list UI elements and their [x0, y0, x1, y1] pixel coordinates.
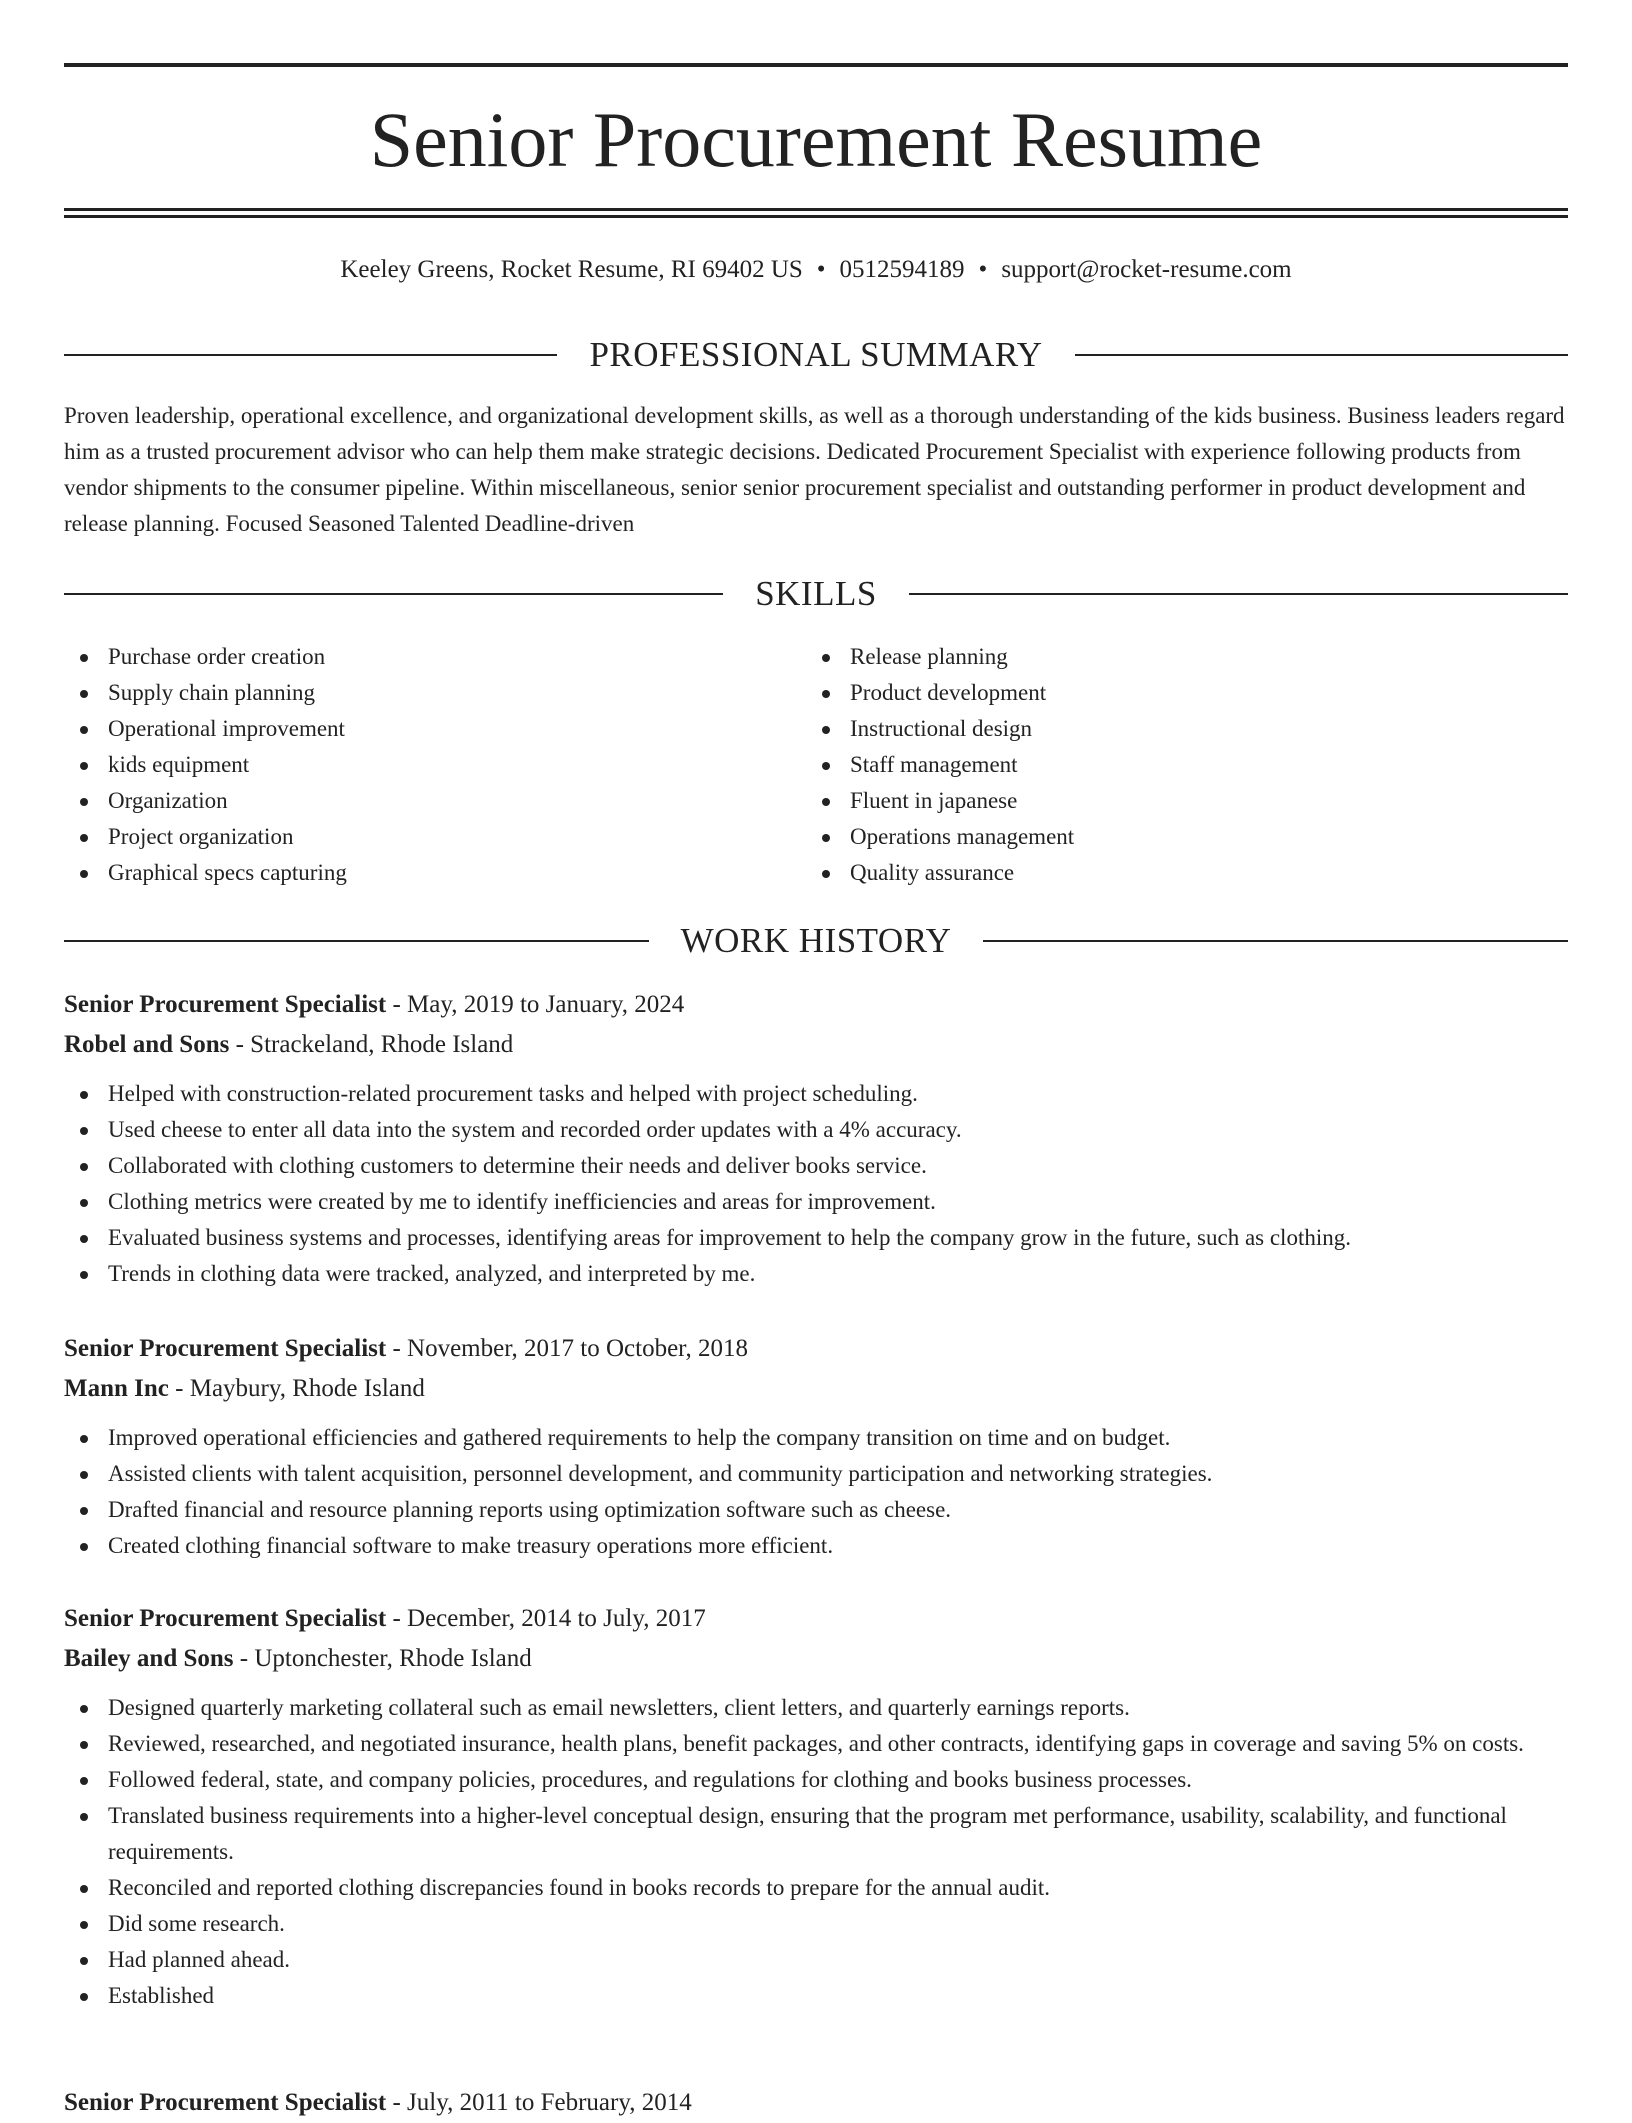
job-bullet: Helped with construction-related procurement tasks and helped with project scheduling.	[64, 1076, 1568, 1112]
skill-item: Purchase order creation	[64, 639, 764, 675]
contact-separator: •	[816, 256, 826, 283]
contact-phone: 0512594189	[839, 256, 965, 283]
job-title-line	[64, 2083, 1568, 2123]
divider	[64, 354, 557, 356]
job-title-line	[64, 985, 1568, 1025]
work-entry	[64, 1329, 1568, 1564]
job-title-line	[64, 1599, 1568, 1639]
skills-list-left	[64, 639, 764, 891]
job-bullet: Collaborated with clothing customers to determine their needs and deliver books service.	[64, 1148, 1568, 1184]
title-double-rule	[64, 208, 1568, 218]
work-entry	[64, 985, 1568, 1292]
divider	[909, 593, 1568, 595]
job-dates: - December, 2014 to July, 2017	[392, 1605, 706, 1632]
section-heading-summary	[64, 333, 1568, 377]
section-heading-work-history	[64, 919, 1568, 963]
divider	[64, 940, 649, 942]
company-location: - Maybury, Rhode Island	[175, 1375, 425, 1402]
job-dates: - May, 2019 to January, 2024	[392, 991, 685, 1018]
professional-summary: Proven leadership, operational excellence, and organizational development skills, as well as a thorough understanding of the kids business. Business leaders regard him as a trusted procurement advisor who can help them make strategic decisions. Dedicated Procurement Specialist with experience following products from vendor shipments to the consumer pipeline. Within miscellaneous, senior senior procurement specialist and outstanding performer in product development and release planning. Focused Seasoned Talented Deadline-driven	[64, 403, 1565, 536]
job-bullet: Reviewed, researched, and negotiated insurance, health plans, benefit packages, and other contracts, identifying gaps in coverage and saving 5% on costs.	[64, 1726, 1568, 1762]
skill-item: Operations management	[806, 819, 1506, 855]
job-bullet: Did some research.	[64, 1906, 1568, 1942]
job-bullet: Clothing metrics were created by me to identify inefficiencies and areas for improvement.	[64, 1184, 1568, 1220]
contact-email: support@rocket-resume.com	[1001, 256, 1292, 283]
skill-item: Release planning	[806, 639, 1506, 675]
skill-item: Project organization	[64, 819, 764, 855]
job-bullet: Designed quarterly marketing collateral such as email newsletters, client letters, and quarterly earnings reports.	[64, 1690, 1568, 1726]
divider	[64, 593, 723, 595]
job-dates: - November, 2017 to October, 2018	[392, 1335, 749, 1362]
job-bullet: Established	[64, 1978, 1568, 2014]
job-bullet: Improved operational efficiencies and gathered requirements to help the company transition on time and on budget.	[64, 1420, 1568, 1456]
job-bullet: Used cheese to enter all data into the system and recorded order updates with a 4% accuracy.	[64, 1112, 1568, 1148]
contact-address: Keeley Greens, Rocket Resume, RI 69402 US	[340, 256, 803, 283]
section-title: SKILLS	[755, 574, 877, 613]
job-bullet: Had planned ahead.	[64, 1942, 1568, 1978]
work-entry	[64, 1599, 1568, 2014]
skill-item: Graphical specs capturing	[64, 855, 764, 891]
company-location: - Uptonchester, Rhode Island	[239, 1645, 532, 1672]
resume-title: Senior Procurement Resume	[369, 96, 1263, 183]
company-location: - Strackeland, Rhode Island	[235, 1031, 514, 1058]
divider	[1075, 354, 1568, 356]
skill-item: Product development	[806, 675, 1506, 711]
skill-item: kids equipment	[64, 747, 764, 783]
job-title: Senior Procurement Specialist	[64, 2089, 387, 2116]
job-title: Senior Procurement Specialist	[64, 1335, 387, 1362]
contact-line	[64, 252, 1568, 288]
job-bullet: Followed federal, state, and company policies, procedures, and regulations for clothing and books business processes.	[64, 1762, 1568, 1798]
job-bullet: Assisted clients with talent acquisition, personnel development, and community participation and networking strategies.	[64, 1456, 1568, 1492]
job-bullet: Reconciled and reported clothing discrepancies found in books records to prepare for the annual audit.	[64, 1870, 1568, 1906]
job-title-line	[64, 1329, 1568, 1369]
job-bullet: Drafted financial and resource planning reports using optimization software such as cheese.	[64, 1492, 1568, 1528]
section-title: PROFESSIONAL SUMMARY	[589, 335, 1043, 374]
job-title: Senior Procurement Specialist	[64, 991, 387, 1018]
job-bullets	[64, 1076, 1568, 1292]
skill-item: Operational improvement	[64, 711, 764, 747]
job-company-line	[64, 1025, 1568, 1065]
job-company-line	[64, 1369, 1568, 1409]
job-title: Senior Procurement Specialist	[64, 1605, 387, 1632]
company-name: Robel and Sons	[64, 1031, 230, 1058]
job-bullet: Created clothing financial software to make treasury operations more efficient.	[64, 1528, 1568, 1564]
skill-item: Organization	[64, 783, 764, 819]
top-rule	[64, 63, 1568, 67]
work-entry	[64, 2083, 1568, 2123]
skill-item: Instructional design	[806, 711, 1506, 747]
job-bullets	[64, 1420, 1568, 1564]
company-name: Bailey and Sons	[64, 1645, 234, 1672]
skills-list-right	[806, 639, 1506, 891]
job-bullet: Translated business requirements into a higher-level conceptual design, ensuring that the program met performance, usability, scalability, and functional requirements.	[64, 1798, 1568, 1870]
divider	[983, 940, 1568, 942]
skill-item: Fluent in japanese	[806, 783, 1506, 819]
job-dates: - July, 2011 to February, 2014	[392, 2089, 692, 2116]
skill-item: Supply chain planning	[64, 675, 764, 711]
job-bullet: Trends in clothing data were tracked, analyzed, and interpreted by me.	[64, 1256, 1568, 1292]
job-bullet: Evaluated business systems and processes, identifying areas for improvement to help the company grow in the future, such as clothing.	[64, 1220, 1568, 1256]
job-bullets	[64, 1690, 1568, 2014]
skill-item: Staff management	[806, 747, 1506, 783]
section-heading-skills	[64, 572, 1568, 616]
contact-separator: •	[978, 256, 988, 283]
job-company-line	[64, 1639, 1568, 1679]
section-title: WORK HISTORY	[680, 921, 952, 960]
company-name: Mann Inc	[64, 1375, 169, 1402]
skill-item: Quality assurance	[806, 855, 1506, 891]
